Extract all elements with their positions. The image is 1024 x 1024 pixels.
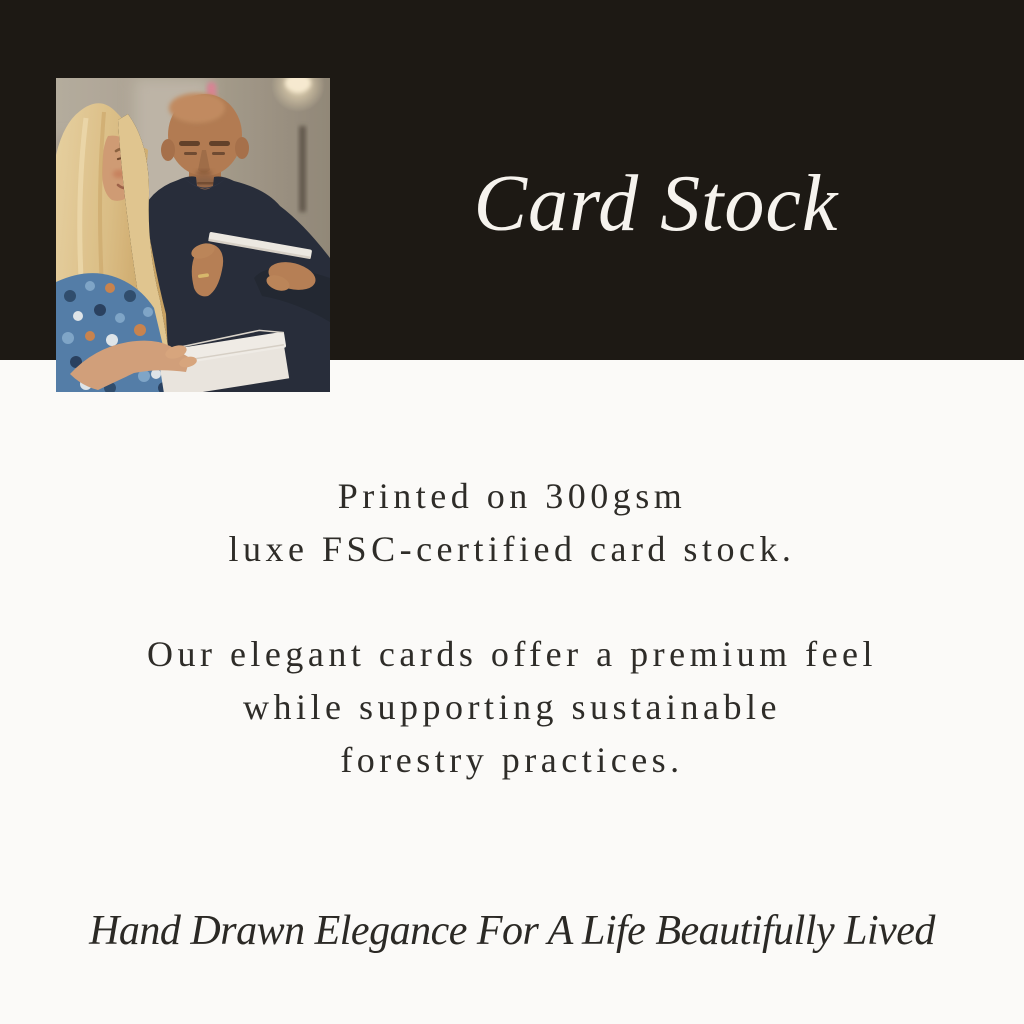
brand-tagline: Hand Drawn Elegance For A Life Beautifully Lived bbox=[89, 908, 935, 954]
intro-line-2: luxe FSC-certified card stock. bbox=[228, 529, 796, 569]
page-title: Card Stock bbox=[473, 160, 839, 248]
couple-reading-card-photo bbox=[56, 78, 330, 392]
detail-line-2: while supporting sustainable bbox=[243, 687, 781, 727]
intro-paragraph bbox=[0, 470, 1024, 576]
detail-line-1: Our elegant cards offer a premium feel bbox=[146, 634, 878, 674]
detail-paragraph bbox=[0, 628, 1024, 787]
intro-line-1: Printed on 300gsm bbox=[337, 476, 687, 516]
detail-line-3: forestry practices. bbox=[340, 740, 684, 780]
